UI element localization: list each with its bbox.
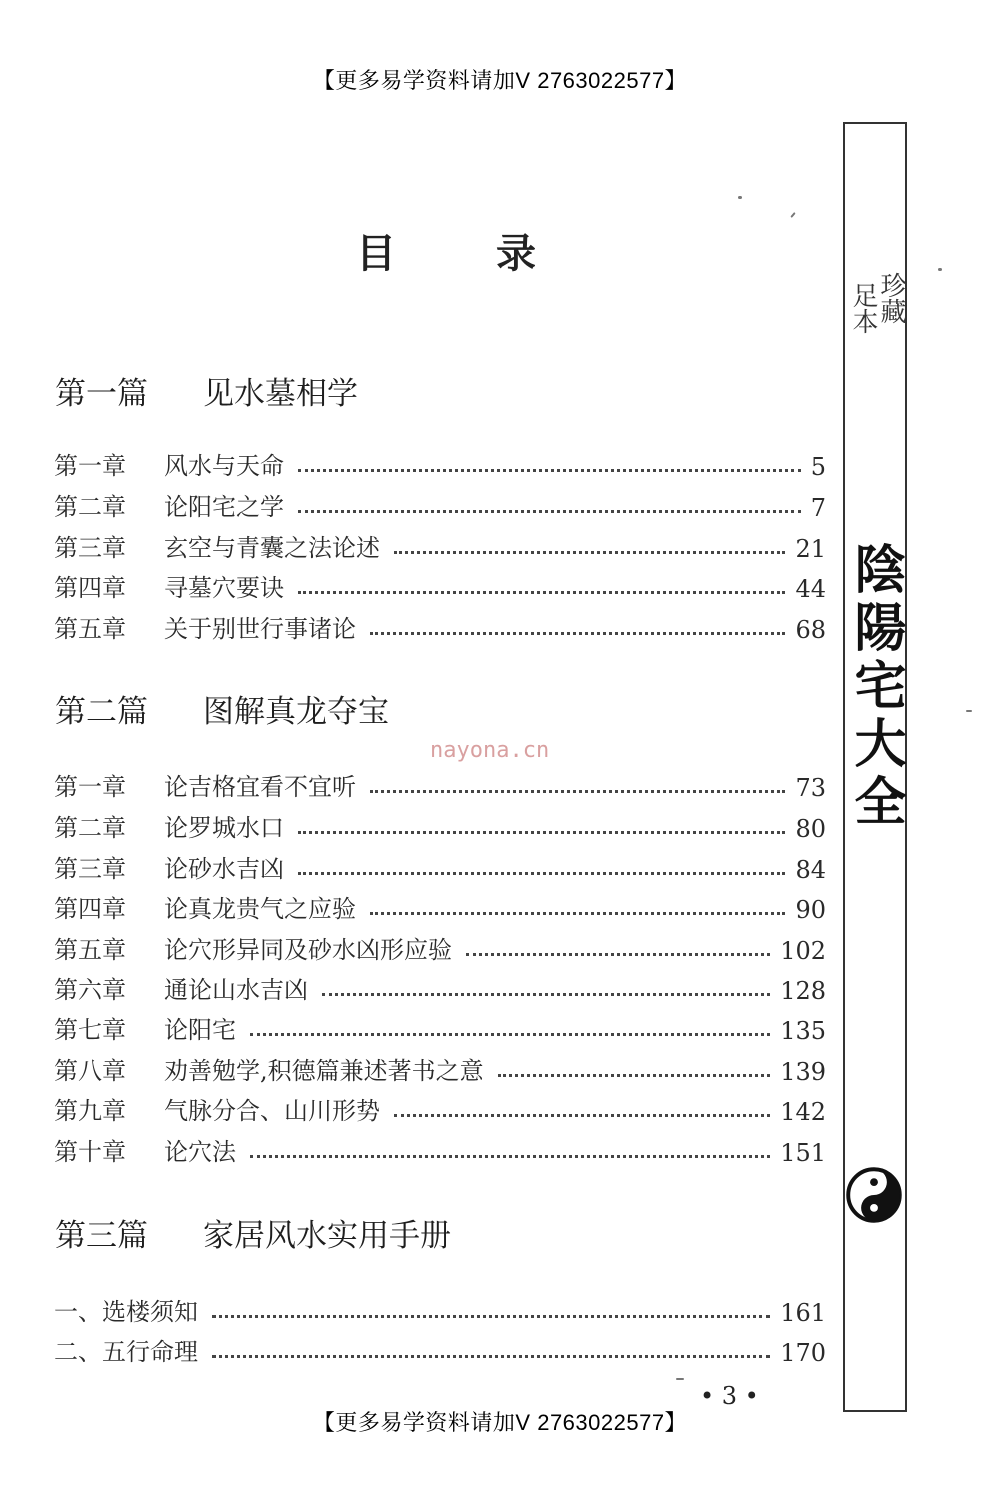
dot-leader: [212, 1315, 770, 1318]
part-1-title: 见水墓相学: [203, 376, 358, 412]
chapter-page: 139: [780, 1058, 826, 1086]
toc-entry[interactable]: [54, 1333, 826, 1367]
section-title: 一、选楼须知: [54, 1298, 198, 1326]
chapter-title: 论吉格宜看不宜听: [164, 773, 356, 801]
part-2-number: 第二篇: [55, 694, 148, 730]
toc-entry[interactable]: [54, 569, 826, 603]
banner-bottom: 【更多易学资料请加V 2763022577】: [312, 1410, 688, 1435]
scan-speck: [938, 268, 942, 271]
title-char-1: 目: [356, 230, 396, 277]
spine-book-title: 陰陽宅大全: [845, 542, 906, 832]
toc-entry[interactable]: [54, 1133, 826, 1167]
chapter-title: 劝善勉学,积德篇兼述著书之意: [164, 1057, 484, 1085]
dot-leader: [394, 551, 785, 554]
dot-leader: [370, 632, 785, 635]
title-char-2: 录: [496, 230, 536, 277]
part-3-number: 第三篇: [55, 1218, 148, 1254]
toc-entry[interactable]: [54, 1092, 826, 1126]
chapter-number: 第五章: [54, 615, 126, 643]
toc-entry[interactable]: [54, 529, 826, 563]
chapter-page: 128: [780, 977, 826, 1005]
part-2-heading: [55, 686, 389, 731]
scan-speck: [738, 196, 742, 199]
chapter-title: 论阳宅之学: [164, 493, 284, 521]
chapter-number: 第六章: [54, 976, 126, 1004]
spine-mark-collection: 珍藏: [876, 272, 906, 324]
chapter-number: 第三章: [54, 534, 126, 562]
chapter-number: 第三章: [54, 855, 126, 883]
dot-leader: [498, 1074, 771, 1077]
toc-entry[interactable]: [54, 1293, 826, 1327]
toc-entry[interactable]: [54, 971, 826, 1005]
chapter-title: 关于别世行事诸论: [164, 615, 356, 643]
chapter-page: 7: [810, 494, 826, 522]
part-3-title: 家居风水实用手册: [203, 1218, 451, 1254]
dot-leader: [298, 872, 785, 875]
dot-leader: [212, 1355, 770, 1358]
chapter-title: 寻墓穴要诀: [164, 574, 284, 602]
chapter-title: 论真龙贵气之应验: [164, 895, 356, 923]
chapter-page: 142: [780, 1098, 826, 1126]
scan-speck: [790, 212, 795, 218]
toc-entry[interactable]: [54, 931, 826, 965]
chapter-title: 论穴形异同及砂水凶形应验: [164, 936, 452, 964]
dot-leader: [298, 469, 801, 472]
chapter-page: 151: [780, 1139, 826, 1167]
section-page: 170: [780, 1339, 826, 1367]
chapter-page: 84: [795, 856, 826, 884]
chapter-number: 第二章: [54, 493, 126, 521]
chapter-number: 第十章: [54, 1138, 126, 1166]
chapter-page: 68: [795, 616, 826, 644]
chapter-number: 第九章: [54, 1097, 126, 1125]
toc-entry[interactable]: [54, 890, 826, 924]
chapter-number: 第一章: [54, 773, 126, 801]
chapter-page: 5: [810, 453, 826, 481]
page-number: • 3 •: [700, 1382, 759, 1410]
dot-leader: [298, 831, 785, 834]
chapter-number: 第八章: [54, 1057, 126, 1085]
section-title: 二、五行命理: [54, 1338, 198, 1366]
dot-leader: [394, 1114, 770, 1117]
toc-entry[interactable]: [54, 610, 826, 644]
chapter-number: 第四章: [54, 574, 126, 602]
chapter-page: 21: [795, 535, 826, 563]
chapter-title: 气脉分合、山川形势: [164, 1097, 380, 1125]
chapter-page: 135: [780, 1017, 826, 1045]
chapter-number: 第七章: [54, 1016, 126, 1044]
dot-leader: [250, 1033, 770, 1036]
part-1-number: 第一篇: [55, 376, 148, 412]
dot-leader: [370, 790, 785, 793]
toc-entry[interactable]: [54, 850, 826, 884]
dot-leader: [250, 1155, 770, 1158]
dot-leader: [322, 993, 770, 996]
chapter-title: 论砂水吉凶: [164, 855, 284, 883]
chapter-page: 44: [795, 575, 826, 603]
chapter-number: 第二章: [54, 814, 126, 842]
chapter-page: 73: [795, 774, 826, 802]
chapter-number: 第一章: [54, 452, 126, 480]
dot-leader: [370, 912, 785, 915]
page-title: [356, 222, 536, 277]
toc-entry[interactable]: [54, 447, 826, 481]
chapter-title: 论穴法: [164, 1138, 236, 1166]
chapter-title: 论罗城水口: [164, 814, 284, 842]
scan-speck: [966, 710, 972, 712]
watermark: nayona.cn: [430, 738, 550, 763]
toc-entry[interactable]: [54, 1011, 826, 1045]
toc-entry[interactable]: [54, 809, 826, 843]
banner-top: 【更多易学资料请加V 2763022577】: [312, 68, 688, 93]
chapter-number: 第四章: [54, 895, 126, 923]
yin-yang-icon: [846, 1167, 902, 1223]
toc-entry[interactable]: [54, 1052, 826, 1086]
scan-speck: [676, 1378, 684, 1380]
chapter-number: 第五章: [54, 936, 126, 964]
section-page: 161: [780, 1299, 826, 1327]
toc-entry[interactable]: [54, 768, 826, 802]
part-1-heading: [55, 368, 358, 413]
dot-leader: [298, 591, 785, 594]
chapter-title: 通论山水吉凶: [164, 976, 308, 1004]
dot-leader: [466, 953, 770, 956]
part-3-heading: [55, 1210, 451, 1255]
part-2-title: 图解真龙夺宝: [203, 694, 389, 730]
dot-leader: [298, 510, 801, 513]
spine-mark-edition: 足本: [848, 282, 878, 334]
chapter-page: 80: [795, 815, 826, 843]
toc-entry[interactable]: [54, 488, 826, 522]
chapter-title: 风水与天命: [164, 452, 284, 480]
chapter-title: 玄空与青囊之法论述: [164, 534, 380, 562]
chapter-title: 论阳宅: [164, 1016, 236, 1044]
chapter-page: 102: [780, 937, 826, 965]
chapter-page: 90: [795, 896, 826, 924]
